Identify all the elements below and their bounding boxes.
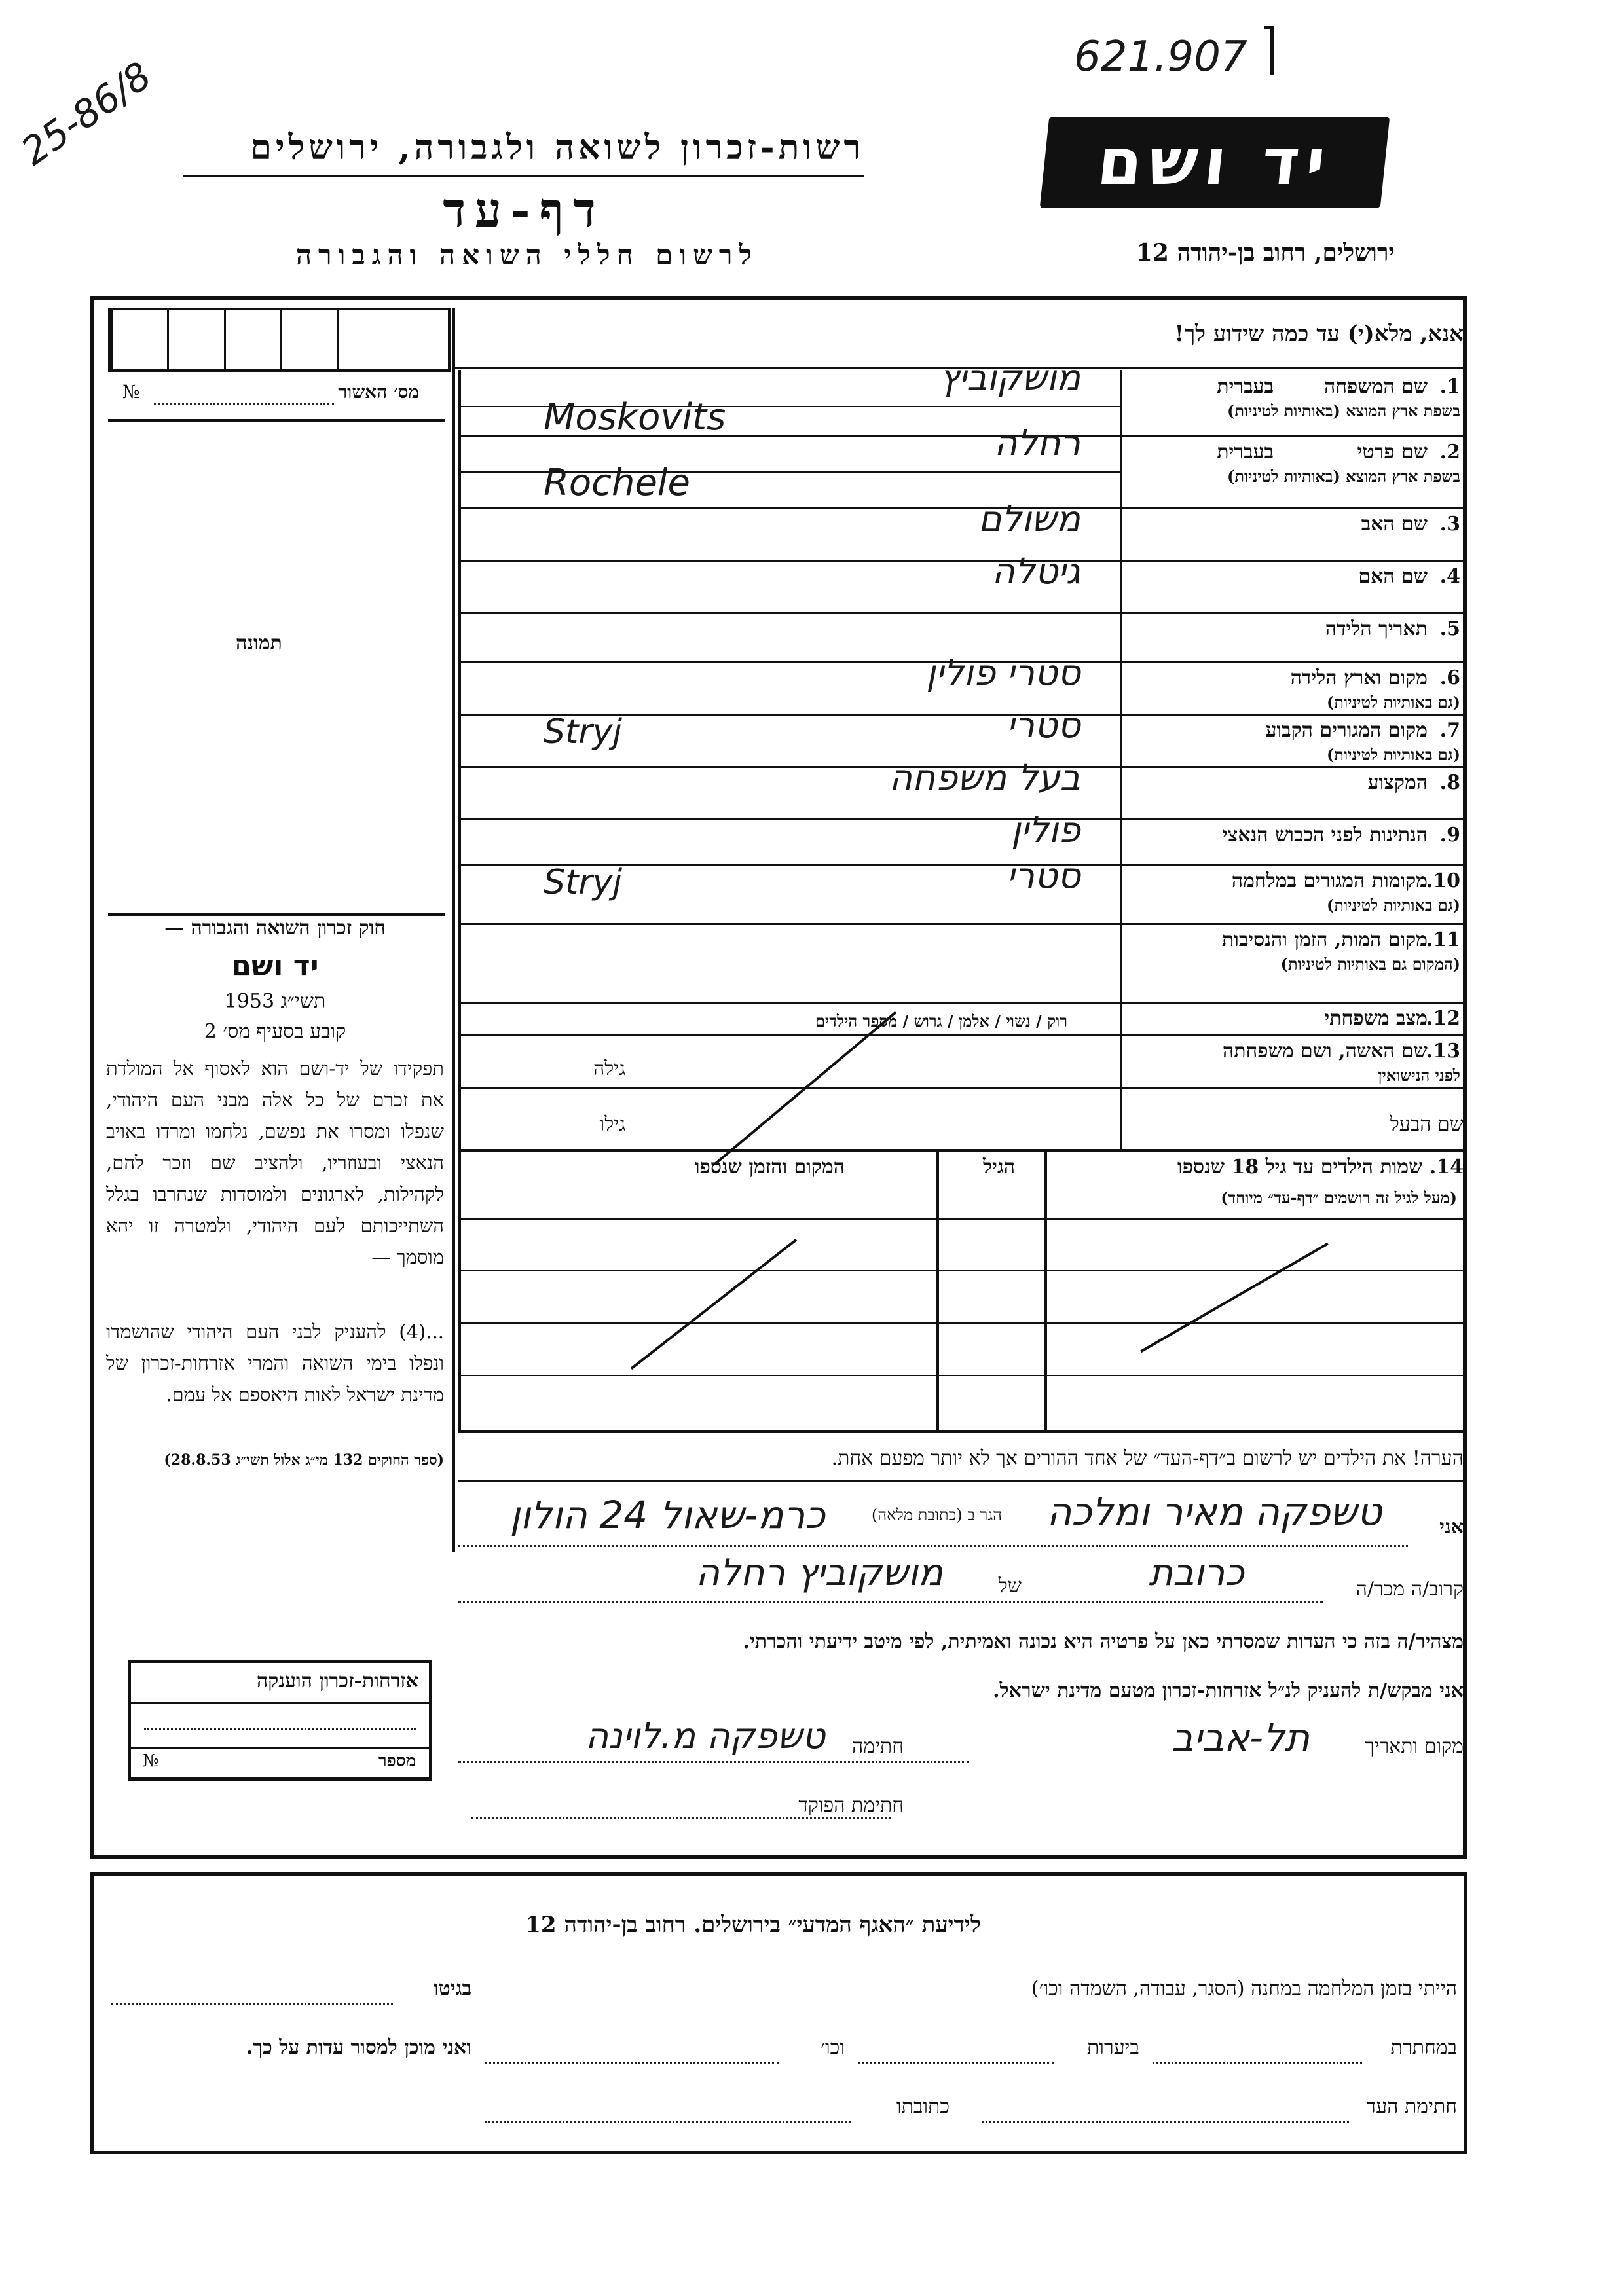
label-col-divider <box>1120 370 1122 1149</box>
approval-no: № <box>122 381 140 403</box>
wife-age-label: גילה <box>593 1057 625 1080</box>
header-underline <box>183 175 864 177</box>
field-number: 12. <box>1426 1007 1460 1030</box>
law-source: (ספר החוקים 132 מי״ג אלול תשי״ג 28.8.53) <box>164 1451 444 1468</box>
form-subtitle: לרשום חללי השואה והגבורה <box>295 239 759 271</box>
field-label: שם המשפחה <box>1323 375 1428 398</box>
signature: טשפקה מ.לוינה <box>585 1715 825 1757</box>
field-number: 10. <box>1426 869 1460 892</box>
tick-boxes <box>108 308 451 372</box>
law-clause: קובע בסעיף מס׳ 2 <box>204 1020 346 1043</box>
footer-witness-sig: חתימת העד <box>1366 2095 1457 2118</box>
photo-label: תמונה <box>236 632 282 655</box>
husband-age-label: גילו <box>599 1113 625 1136</box>
yad-vashem-logo <box>1040 117 1390 208</box>
approval-row <box>108 373 445 412</box>
field-row-rule <box>458 1002 1467 1004</box>
field-label: מקום וארץ הלידה <box>1290 666 1428 689</box>
children-row-1 <box>458 1270 1467 1271</box>
field-sublabel: לפני הנישואין <box>1378 1066 1460 1085</box>
children-left-rule <box>458 1149 461 1430</box>
field-label: מקום המגורים הקבוע <box>1265 719 1428 742</box>
place-date-label: מקום ותאריך <box>1364 1735 1464 1758</box>
law-body-2: ...(4) להעניק לבני העם היהודי שהושמדו ונפלו בימי השואה והמרי אזרחות-זכרון של מדינת ישראל לאות היאספם אל עמם. <box>106 1321 444 1406</box>
footer-address: כתובתו <box>896 2095 950 2118</box>
field-label: מקומות המגורים במלחמה <box>1231 869 1428 892</box>
field-label: שם האם <box>1358 565 1428 588</box>
children-bottom-rule <box>458 1430 1467 1433</box>
children-note: הערה! את הילדים יש לרשום ב״דף-העד״ של אחד ההורים אך לא יותר מפעם אחת. <box>831 1447 1464 1470</box>
children-age-col: הגיל <box>982 1156 1015 1178</box>
field-value-latin: Rochele <box>544 462 690 504</box>
instruction: אנא, מלא(י) עד כמה שידוע לך! <box>1174 321 1464 347</box>
value-col-left <box>458 370 461 1149</box>
field-value: סטרי <box>1006 855 1080 896</box>
footer-title: לידיעת ״האגף המדעי״ בירושלים. רחוב בן-יהודה 12 <box>525 1912 981 1938</box>
of-value: מושקוביץ רחלה <box>695 1552 943 1594</box>
children-col-a <box>936 1149 939 1430</box>
field-value: גיטלה <box>991 551 1080 592</box>
children-row-3 <box>458 1375 1467 1376</box>
relation-value: כרובת <box>1149 1552 1244 1594</box>
law-year: תשי״ג 1953 <box>224 990 326 1013</box>
field-number: 8. <box>1439 771 1460 794</box>
law-body: תפקידו של יד-ושם הוא לאסוף אל המולדת את זכרם של כל אלה מבני העם היהודי, שנפלו ומסרו את נפשם, נלחמו ומרדו באויב הנאצי ובעוזריו, ולהציב שם וזכר להם, לקהילות, לארגונים ולמוסדות שנחרבו בגלל השתייכותם לעם היהודי, ולמטרה זו יהא מוסמך — <box>106 1057 444 1268</box>
declarant-address: כרמ-שאול 24 הולון <box>509 1493 825 1537</box>
children-header-rule <box>458 1218 1467 1220</box>
left-col-divider <box>452 308 455 1552</box>
field-number: 6. <box>1439 666 1460 689</box>
children-label: 14. שמות הילדים עד גיל 18 שנספו <box>1177 1156 1464 1178</box>
declarant-name: טשפקה מאיר ומלכה <box>1046 1489 1382 1534</box>
declarant-address-label: הגר ב (כתובת מלאה) <box>871 1506 1002 1524</box>
field-label: שם האב <box>1361 513 1428 536</box>
field-value-latin: Moskovits <box>544 396 726 439</box>
address: ירושלים, רחוב בן-יהודה 12 <box>1135 239 1395 266</box>
field-value: פולין <box>1011 809 1080 850</box>
field-row-rule <box>458 1087 1467 1089</box>
field-number: 11. <box>1426 928 1460 951</box>
field-value: סטרי פולין <box>926 652 1080 693</box>
field-row-rule <box>458 612 1467 614</box>
field-sublabel: (גם באותיות לטיניות) <box>1326 693 1460 712</box>
field-sublabel: בשפת ארץ המוצא (באותיות לטיניות) <box>1227 467 1460 486</box>
field-label: תאריך הלידה <box>1325 617 1428 640</box>
field-row-rule <box>458 1034 1467 1036</box>
field-number: 13. <box>1426 1040 1460 1063</box>
field-value: סטרי <box>1006 704 1080 746</box>
relation-label: קרוב/ה מכר/ה <box>1356 1578 1464 1601</box>
declaration: מצהיר/ה בזה כי העדות שמסרתי כאן על פרטיה היא נכונה ואמיתית, לפי מיטב ידיעתי והכרתי. <box>743 1630 1464 1653</box>
logo-text: יד ושם <box>1094 125 1336 200</box>
field-label: שם האשה, ושם משפחתה <box>1222 1040 1428 1063</box>
field-value: בעל משפחה <box>889 757 1080 798</box>
field-sublabel: (המקום גם באותיות לטיניות) <box>1280 955 1460 974</box>
archive-number: 621.907 <box>1074 33 1247 81</box>
field-label: הנתינות לפני הכבוש הנאצי <box>1222 824 1428 847</box>
field-label: מצב משפחתי <box>1324 1007 1428 1030</box>
children-top-rule <box>458 1149 1467 1152</box>
field-label: מקום המות, הזמן והנסיבות <box>1221 928 1428 951</box>
field-label: המקצוע <box>1367 771 1428 794</box>
field-sublabel: (גם באותיות לטיניות) <box>1326 745 1460 764</box>
field-number: 2. <box>1439 441 1460 464</box>
marital-options: רוק / נשוי / אלמן / גרוש / מספר הילדים <box>815 1011 1067 1030</box>
note-rule <box>458 1480 1467 1482</box>
field-number: 4. <box>1439 565 1460 588</box>
field-value-hebrew: רחלה <box>994 422 1080 464</box>
of-label: של <box>998 1575 1022 1597</box>
field-value: משולם <box>978 498 1080 539</box>
children-col-b <box>1044 1149 1047 1430</box>
photo-bottom <box>108 913 445 916</box>
request: אני מבקש/ת להעניק לנ״ל אזרחות-זכרון מטעם מדינת ישראל. <box>993 1679 1464 1702</box>
field-sublabel: (גם באותיות לטיניות) <box>1326 896 1460 915</box>
footer-etc: וכו׳ <box>821 2036 845 2059</box>
children-row-2 <box>458 1322 1467 1324</box>
field-sublabel: בשפת ארץ המוצא (באותיות לטיניות) <box>1227 401 1460 420</box>
in-hebrew-label: בעברית <box>1217 441 1274 464</box>
margin-note: 25-86/8 <box>13 52 160 174</box>
field-number: 1. <box>1439 375 1460 398</box>
field-number: 7. <box>1439 719 1460 742</box>
form-title: דף-עד <box>443 182 605 238</box>
citizenship-number-label: מספר <box>378 1751 416 1771</box>
field-value-latin: Stryj <box>544 863 622 902</box>
footer-line1: הייתי בזמן המלחמה במחנה (הסגר, עבודה, השמדה וכו׳) <box>1031 1977 1457 2000</box>
field-row-rule <box>458 923 1467 925</box>
field-value-hebrew: מושקוביץ <box>939 357 1080 398</box>
law-heading: חוק זכרון השואה והגבורה — <box>164 917 386 939</box>
children-sub: (מעל לגיל זה רושמים ״דף-עד״ מיוחד) <box>1221 1188 1457 1207</box>
officer-label: חתימת הפוקד <box>798 1794 904 1817</box>
law-logo: יד ושם <box>231 949 319 983</box>
field-number: 3. <box>1439 513 1460 536</box>
archive-bracket <box>1264 26 1274 75</box>
authority-line: רשות-זכרון לשואה ולגבורה, ירושלים <box>250 128 864 168</box>
citizenship-title: אזרחות-זכרון הוענקה <box>256 1669 418 1692</box>
field-number: 9. <box>1439 824 1460 847</box>
children-place-col: המקום והזמן שנספו <box>694 1156 845 1178</box>
footer-underground: במחתרת <box>1390 2036 1457 2059</box>
place-date: תל-אביב <box>1172 1715 1310 1760</box>
approval-rule <box>108 419 445 422</box>
field-number: 5. <box>1439 617 1460 640</box>
field-value-latin: Stryj <box>544 712 622 752</box>
citizenship-box <box>128 1660 432 1781</box>
approval-label: מס׳ האשור <box>338 381 419 403</box>
signature-label: חתימה <box>852 1735 904 1758</box>
footer-ghetto: בגיטו <box>433 1977 471 2000</box>
in-hebrew-label: בעברית <box>1217 375 1274 398</box>
footer-ready: ואני מוכן למסור עדות על כך. <box>246 2036 471 2059</box>
footer-forests: ביערות <box>1086 2036 1139 2059</box>
husband-label: שם הבעל <box>1390 1113 1464 1136</box>
field-label: שם פרטי <box>1357 441 1428 464</box>
declarant-i-label: אני <box>1439 1516 1464 1539</box>
citizenship-no: № <box>143 1751 159 1771</box>
